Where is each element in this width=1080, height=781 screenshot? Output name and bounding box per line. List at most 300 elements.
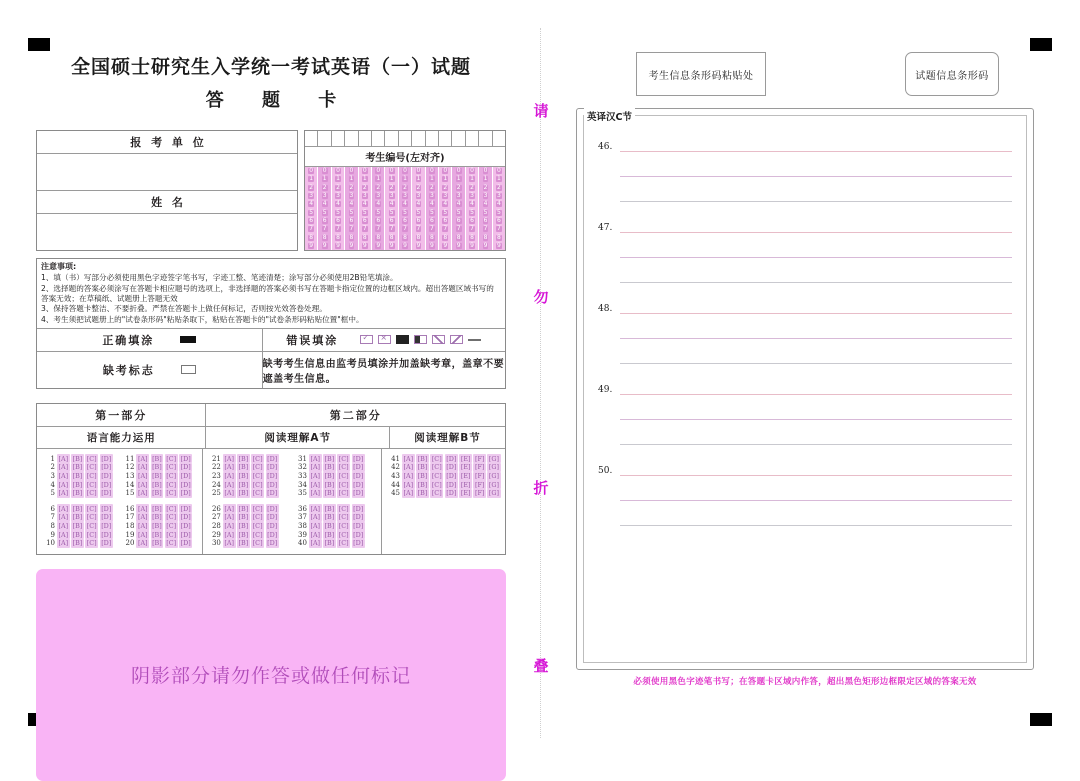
answer-option-bubble[interactable]: [E] — [460, 454, 471, 463]
candidate-id-digit-column[interactable] — [359, 167, 372, 250]
translation-question-item[interactable] — [598, 381, 1012, 456]
translation-writing-line[interactable] — [620, 188, 1012, 202]
candidate-id-digit-bubble[interactable]: 5 — [336, 208, 340, 216]
answer-option-bubble[interactable]: [C] — [166, 522, 177, 531]
name-field[interactable] — [37, 214, 297, 250]
answer-option-bubble[interactable]: [B] — [324, 472, 335, 481]
candidate-id-digit-bubble[interactable]: 2 — [443, 183, 448, 191]
answer-option-bubble[interactable]: [A] — [137, 504, 148, 513]
answer-option-bubble[interactable]: [B] — [238, 513, 249, 522]
answer-option-bubble[interactable]: [C] — [166, 513, 177, 522]
candidate-id-digit-bubble[interactable]: 4 — [376, 200, 381, 208]
candidate-id-digit-bubble[interactable]: 8 — [309, 233, 314, 241]
candidate-id-writein-cell[interactable] — [372, 131, 385, 146]
translation-writing-line[interactable] — [620, 244, 1012, 258]
candidate-id-digit-bubble[interactable]: 8 — [362, 233, 367, 241]
candidate-id-digit-column[interactable] — [466, 167, 479, 250]
answer-option-bubble[interactable]: [D] — [101, 504, 112, 513]
answer-row[interactable] — [40, 539, 119, 548]
answer-option-bubble[interactable]: [D] — [180, 480, 191, 489]
candidate-id-digit-bubble[interactable]: 1 — [416, 175, 421, 183]
candidate-id-digit-bubble[interactable]: 8 — [389, 233, 394, 241]
answer-option-bubble[interactable]: [D] — [101, 530, 112, 539]
translation-answer-area[interactable] — [583, 115, 1027, 663]
answer-option-bubble[interactable]: [D] — [267, 539, 278, 548]
candidate-id-digit-bubble[interactable]: 7 — [496, 225, 501, 233]
candidate-id-digit-bubble[interactable]: 6 — [416, 216, 421, 224]
candidate-id-digit-bubble[interactable]: 0 — [376, 167, 381, 175]
translation-writing-line[interactable] — [620, 381, 1012, 395]
answer-option-bubble[interactable]: [B] — [324, 504, 335, 513]
candidate-id-digit-bubble[interactable]: 5 — [349, 208, 354, 216]
candidate-id-writein-cell[interactable] — [493, 131, 505, 146]
answer-option-bubble[interactable]: [D] — [180, 513, 191, 522]
candidate-id-writein-row[interactable] — [305, 131, 505, 146]
answer-option-bubble[interactable]: [C] — [338, 489, 349, 498]
candidate-id-digit-bubble[interactable]: 6 — [496, 216, 501, 224]
candidate-id-digit-bubble[interactable]: 4 — [322, 200, 327, 208]
answer-option-bubble[interactable]: [C] — [338, 472, 349, 481]
candidate-id-digit-bubble[interactable]: 6 — [376, 216, 381, 224]
answer-row[interactable] — [40, 505, 119, 514]
candidate-id-digit-bubble[interactable]: 0 — [443, 167, 448, 175]
candidate-id-digit-bubble[interactable]: 8 — [470, 233, 474, 241]
translation-question-item[interactable] — [598, 138, 1012, 213]
answer-option-bubble[interactable]: [B] — [72, 480, 83, 489]
candidate-id-digit-bubble[interactable]: 6 — [429, 216, 434, 224]
answer-row[interactable] — [40, 530, 119, 539]
answer-option-bubble[interactable]: [C] — [338, 513, 349, 522]
answer-option-bubble[interactable]: [D] — [180, 504, 191, 513]
answer-option-bubble[interactable]: [A] — [58, 463, 69, 472]
answer-option-bubble[interactable]: [C] — [86, 504, 97, 513]
answer-row[interactable] — [385, 480, 502, 489]
answer-option-bubble[interactable]: [A] — [224, 522, 234, 531]
candidate-id-digit-bubble[interactable]: 8 — [376, 233, 381, 241]
answer-option-bubble[interactable]: [B] — [417, 489, 428, 498]
candidate-id-digit-bubble[interactable]: 9 — [349, 241, 354, 249]
candidate-id-digit-column[interactable] — [318, 167, 331, 250]
translation-writing-line[interactable] — [620, 512, 1012, 526]
candidate-id-digit-bubble[interactable]: 5 — [309, 208, 314, 216]
candidate-id-digit-bubble[interactable]: 1 — [376, 175, 381, 183]
answer-option-bubble[interactable]: [B] — [417, 472, 428, 481]
candidate-id-digit-bubble[interactable]: 1 — [456, 175, 461, 183]
candidate-id-digit-bubble[interactable]: 6 — [403, 216, 407, 224]
answer-column[interactable] — [206, 455, 292, 548]
candidate-id-digit-bubble[interactable]: 9 — [362, 241, 367, 249]
answer-option-bubble[interactable]: [B] — [417, 454, 428, 463]
answer-option-bubble[interactable]: [C] — [166, 454, 177, 463]
answer-option-bubble[interactable]: [B] — [72, 463, 83, 472]
answer-row[interactable] — [206, 513, 292, 522]
answer-option-bubble[interactable]: [A] — [58, 530, 69, 539]
candidate-id-digit-bubble[interactable]: 0 — [362, 167, 367, 175]
answer-row[interactable] — [40, 463, 119, 472]
candidate-id-digit-bubble[interactable]: 9 — [443, 241, 448, 249]
translation-question-item[interactable] — [598, 219, 1012, 294]
candidate-id-digit-bubble[interactable]: 3 — [336, 192, 340, 200]
candidate-id-writein-cell[interactable] — [466, 131, 479, 146]
answer-option-bubble[interactable]: [C] — [338, 463, 349, 472]
answer-option-bubble[interactable]: [D] — [446, 454, 457, 463]
candidate-id-digit-bubble[interactable]: 2 — [322, 183, 327, 191]
candidate-id-digit-bubble[interactable]: 1 — [496, 175, 501, 183]
answer-row[interactable] — [292, 513, 378, 522]
answer-option-bubble[interactable]: [A] — [58, 480, 69, 489]
answer-option-bubble[interactable]: [B] — [324, 454, 335, 463]
answer-option-bubble[interactable]: [F] — [474, 463, 485, 472]
answer-option-bubble[interactable]: [C] — [338, 480, 349, 489]
answer-option-bubble[interactable]: [D] — [267, 480, 278, 489]
answer-option-bubble[interactable]: [A] — [224, 513, 234, 522]
answer-column[interactable] — [292, 455, 378, 548]
candidate-id-digit-bubble[interactable]: 6 — [456, 216, 461, 224]
answer-option-bubble[interactable]: [D] — [267, 513, 278, 522]
answer-option-bubble[interactable]: [A] — [58, 454, 69, 463]
answer-option-bubble[interactable]: [A] — [310, 454, 321, 463]
answer-row[interactable] — [385, 472, 502, 481]
answer-row[interactable] — [119, 539, 198, 548]
candidate-id-digit-bubble[interactable]: 2 — [362, 183, 367, 191]
answer-option-bubble[interactable]: [D] — [353, 539, 364, 548]
answer-option-bubble[interactable]: [A] — [403, 472, 414, 481]
answer-option-bubble[interactable]: [C] — [252, 513, 263, 522]
answer-option-bubble[interactable]: [D] — [180, 522, 191, 531]
translation-line-row[interactable] — [598, 462, 1012, 476]
answer-option-bubble[interactable]: [C] — [431, 489, 442, 498]
candidate-id-digit-bubble[interactable]: 3 — [322, 192, 327, 200]
answer-option-bubble[interactable]: [C] — [166, 463, 177, 472]
answer-option-bubble[interactable]: [D] — [353, 522, 364, 531]
candidate-id-digit-bubble[interactable]: 9 — [403, 241, 407, 249]
translation-line-row[interactable] — [598, 188, 1012, 202]
answer-option-bubble[interactable]: [C] — [86, 530, 97, 539]
candidate-id-digit-bubble[interactable]: 0 — [483, 167, 488, 175]
candidate-id-digit-bubble[interactable]: 1 — [483, 175, 488, 183]
candidate-id-digit-bubble[interactable]: 7 — [470, 225, 474, 233]
answer-column[interactable] — [119, 455, 198, 548]
candidate-id-digit-bubble[interactable]: 5 — [403, 208, 407, 216]
answer-option-bubble[interactable]: [B] — [152, 480, 162, 489]
candidate-id-digit-bubble[interactable]: 4 — [389, 200, 394, 208]
answer-option-bubble[interactable]: [C] — [252, 463, 263, 472]
answer-option-bubble[interactable]: [B] — [324, 530, 335, 539]
answer-option-bubble[interactable]: [C] — [166, 489, 177, 498]
answer-row[interactable] — [385, 463, 502, 472]
candidate-id-digit-column[interactable] — [452, 167, 465, 250]
answer-option-bubble[interactable]: [B] — [152, 504, 162, 513]
translation-line-row[interactable] — [598, 325, 1012, 339]
candidate-id-digit-bubble[interactable]: 5 — [496, 208, 501, 216]
answer-option-bubble[interactable]: [C] — [252, 480, 263, 489]
answer-row[interactable] — [292, 463, 378, 472]
answer-option-bubble[interactable]: [D] — [180, 472, 191, 481]
answer-option-bubble[interactable]: [B] — [72, 522, 83, 531]
answer-option-bubble[interactable]: [B] — [238, 463, 249, 472]
answer-row[interactable] — [40, 489, 119, 498]
candidate-id-digit-bubble[interactable]: 7 — [362, 225, 367, 233]
answer-row[interactable] — [40, 513, 119, 522]
answer-option-bubble[interactable]: [D] — [267, 463, 278, 472]
answer-row[interactable] — [119, 513, 198, 522]
candidate-id-writein-cell[interactable] — [452, 131, 465, 146]
candidate-id-digit-bubble[interactable]: 4 — [443, 200, 448, 208]
answer-option-bubble[interactable]: [B] — [152, 472, 162, 481]
candidate-id-writein-cell[interactable] — [426, 131, 439, 146]
answer-option-bubble[interactable]: [C] — [252, 530, 263, 539]
candidate-id-digit-bubble[interactable]: 9 — [416, 241, 421, 249]
candidate-id-digit-bubble[interactable]: 0 — [322, 167, 327, 175]
candidate-id-digit-bubble[interactable]: 1 — [443, 175, 448, 183]
candidate-id-digit-bubble[interactable]: 5 — [322, 208, 327, 216]
candidate-id-digit-bubble[interactable]: 3 — [416, 192, 421, 200]
translation-line-row[interactable] — [598, 512, 1012, 526]
answer-row[interactable] — [119, 522, 198, 531]
answer-option-bubble[interactable]: [B] — [238, 522, 249, 531]
answer-option-bubble[interactable]: [B] — [152, 489, 162, 498]
candidate-id-digit-bubble[interactable]: 0 — [403, 167, 407, 175]
answer-option-bubble[interactable]: [A] — [58, 513, 69, 522]
candidate-id-digit-bubble[interactable]: 4 — [483, 200, 488, 208]
answer-option-bubble[interactable]: [A] — [224, 489, 234, 498]
candidate-id-digit-bubble[interactable]: 8 — [336, 233, 340, 241]
student-barcode-placeholder[interactable]: 考生信息条形码粘贴处 — [636, 52, 766, 96]
candidate-id-writein-cell[interactable] — [399, 131, 412, 146]
answer-option-bubble[interactable]: [G] — [488, 480, 499, 489]
answer-option-bubble[interactable]: [A] — [224, 454, 234, 463]
answer-option-bubble[interactable]: [D] — [180, 530, 191, 539]
translation-writing-line[interactable] — [620, 300, 1012, 314]
candidate-id-digit-bubble[interactable]: 2 — [389, 183, 394, 191]
answer-row[interactable] — [40, 472, 119, 481]
candidate-id-digit-bubble[interactable]: 4 — [456, 200, 461, 208]
answer-option-bubble[interactable]: [A] — [403, 480, 414, 489]
answer-option-bubble[interactable]: [C] — [338, 454, 349, 463]
answer-option-bubble[interactable]: [F] — [474, 489, 485, 498]
answer-option-bubble[interactable]: [D] — [180, 489, 191, 498]
answer-option-bubble[interactable]: [D] — [180, 539, 191, 548]
candidate-id-digit-bubble[interactable]: 2 — [349, 183, 354, 191]
candidate-id-digit-bubble[interactable]: 3 — [403, 192, 407, 200]
answer-option-bubble[interactable]: [C] — [431, 454, 442, 463]
answer-option-bubble[interactable]: [D] — [267, 454, 278, 463]
candidate-id-digit-bubble[interactable]: 5 — [416, 208, 421, 216]
answer-column[interactable] — [385, 455, 502, 548]
candidate-id-bubble-grid[interactable] — [305, 167, 505, 250]
candidate-id-digit-bubble[interactable]: 1 — [470, 175, 474, 183]
candidate-id-digit-bubble[interactable]: 1 — [349, 175, 354, 183]
candidate-id-digit-bubble[interactable]: 8 — [416, 233, 421, 241]
answer-option-bubble[interactable]: [C] — [86, 480, 97, 489]
candidate-id-digit-bubble[interactable]: 3 — [376, 192, 381, 200]
answer-option-bubble[interactable]: [C] — [166, 539, 177, 548]
answer-option-bubble[interactable]: [A] — [403, 454, 414, 463]
answer-option-bubble[interactable]: [A] — [224, 539, 234, 548]
answer-row[interactable] — [119, 455, 198, 464]
candidate-id-digit-bubble[interactable]: 7 — [443, 225, 448, 233]
answer-option-bubble[interactable]: [E] — [460, 472, 471, 481]
paper-barcode-placeholder[interactable]: 试题信息条形码 — [905, 52, 999, 96]
answer-section-language-use[interactable] — [37, 449, 203, 554]
candidate-id-digit-column[interactable] — [426, 167, 439, 250]
candidate-id-writein-cell[interactable] — [479, 131, 492, 146]
answer-option-bubble[interactable]: [B] — [324, 513, 335, 522]
answer-option-bubble[interactable]: [D] — [353, 472, 364, 481]
candidate-id-digit-bubble[interactable]: 8 — [496, 233, 501, 241]
answer-option-bubble[interactable]: [C] — [86, 472, 97, 481]
answer-row[interactable] — [119, 472, 198, 481]
answer-option-bubble[interactable]: [B] — [238, 480, 249, 489]
answer-option-bubble[interactable]: [B] — [72, 513, 83, 522]
answer-section-reading-b[interactable] — [382, 449, 505, 554]
candidate-id-digit-bubble[interactable]: 7 — [403, 225, 407, 233]
candidate-id-digit-bubble[interactable]: 0 — [389, 167, 394, 175]
answer-option-bubble[interactable]: [B] — [238, 530, 249, 539]
answer-option-bubble[interactable]: [B] — [152, 454, 162, 463]
answer-option-bubble[interactable]: [A] — [310, 522, 321, 531]
candidate-id-digit-bubble[interactable]: 3 — [309, 192, 314, 200]
translation-line-row[interactable] — [598, 487, 1012, 501]
answer-option-bubble[interactable]: [A] — [310, 539, 321, 548]
candidate-id-digit-bubble[interactable]: 0 — [429, 167, 434, 175]
answer-option-bubble[interactable]: [C] — [86, 513, 97, 522]
translation-line-row[interactable] — [598, 269, 1012, 283]
answer-row[interactable] — [119, 530, 198, 539]
answer-option-bubble[interactable]: [C] — [166, 530, 177, 539]
candidate-id-digit-bubble[interactable]: 0 — [456, 167, 461, 175]
candidate-id-digit-bubble[interactable]: 1 — [322, 175, 327, 183]
answer-option-bubble[interactable]: [B] — [72, 489, 83, 498]
answer-option-bubble[interactable]: [C] — [338, 504, 349, 513]
answer-row[interactable] — [206, 472, 292, 481]
candidate-id-digit-bubble[interactable]: 6 — [389, 216, 394, 224]
answer-option-bubble[interactable]: [A] — [137, 513, 148, 522]
candidate-id-digit-bubble[interactable]: 5 — [456, 208, 461, 216]
answer-row[interactable] — [292, 480, 378, 489]
answer-option-bubble[interactable]: [C] — [338, 530, 349, 539]
candidate-id-digit-bubble[interactable]: 7 — [389, 225, 394, 233]
candidate-id-digit-bubble[interactable]: 6 — [336, 216, 340, 224]
candidate-id-digit-bubble[interactable]: 6 — [322, 216, 327, 224]
candidate-id-digit-bubble[interactable]: 7 — [376, 225, 381, 233]
candidate-id-digit-bubble[interactable]: 2 — [309, 183, 314, 191]
answer-option-bubble[interactable]: [C] — [86, 454, 97, 463]
answer-option-bubble[interactable]: [B] — [152, 522, 162, 531]
candidate-id-digit-bubble[interactable]: 2 — [456, 183, 461, 191]
answer-row[interactable] — [119, 489, 198, 498]
candidate-id-digit-bubble[interactable]: 3 — [429, 192, 434, 200]
answer-option-bubble[interactable]: [A] — [58, 472, 69, 481]
candidate-id-digit-bubble[interactable]: 7 — [349, 225, 354, 233]
answer-option-bubble[interactable]: [C] — [252, 522, 263, 531]
translation-writing-line[interactable] — [620, 462, 1012, 476]
candidate-id-digit-bubble[interactable]: 5 — [470, 208, 474, 216]
answer-option-bubble[interactable]: [D] — [353, 513, 364, 522]
answer-option-bubble[interactable]: [D] — [353, 480, 364, 489]
answer-option-bubble[interactable]: [F] — [474, 472, 485, 481]
candidate-id-digit-bubble[interactable]: 5 — [362, 208, 367, 216]
answer-option-bubble[interactable]: [B] — [417, 463, 428, 472]
candidate-id-digit-bubble[interactable]: 7 — [322, 225, 327, 233]
candidate-id-digit-bubble[interactable]: 1 — [309, 175, 314, 183]
candidate-id-digit-bubble[interactable]: 7 — [416, 225, 421, 233]
answer-option-bubble[interactable]: [B] — [324, 522, 335, 531]
answer-row[interactable] — [206, 463, 292, 472]
answer-option-bubble[interactable]: [F] — [474, 480, 485, 489]
answer-option-bubble[interactable]: [C] — [252, 454, 263, 463]
candidate-id-digit-bubble[interactable]: 4 — [416, 200, 421, 208]
answer-option-bubble[interactable]: [D] — [267, 522, 278, 531]
candidate-id-digit-column[interactable] — [399, 167, 412, 250]
candidate-id-digit-column[interactable] — [479, 167, 492, 250]
answer-option-bubble[interactable]: [C] — [252, 472, 263, 481]
answer-option-bubble[interactable]: [A] — [224, 463, 234, 472]
candidate-id-digit-bubble[interactable]: 3 — [443, 192, 448, 200]
answer-row[interactable] — [206, 530, 292, 539]
candidate-id-digit-bubble[interactable]: 9 — [456, 241, 461, 249]
translation-writing-line[interactable] — [620, 138, 1012, 152]
answer-option-bubble[interactable]: [A] — [58, 522, 69, 531]
answer-option-bubble[interactable]: [B] — [152, 513, 162, 522]
candidate-id-digit-bubble[interactable]: 5 — [483, 208, 488, 216]
answer-option-bubble[interactable]: [D] — [101, 539, 112, 548]
answer-option-bubble[interactable]: [E] — [460, 480, 471, 489]
answer-option-bubble[interactable]: [G] — [488, 463, 499, 472]
answer-row[interactable] — [206, 522, 292, 531]
answer-row[interactable] — [292, 539, 378, 548]
candidate-id-digit-bubble[interactable]: 2 — [496, 183, 501, 191]
answer-option-bubble[interactable]: [A] — [310, 480, 321, 489]
translation-writing-line[interactable] — [620, 163, 1012, 177]
candidate-id-digit-bubble[interactable]: 3 — [470, 192, 474, 200]
candidate-id-digit-bubble[interactable]: 6 — [470, 216, 474, 224]
translation-writing-line[interactable] — [620, 325, 1012, 339]
candidate-id-writein-cell[interactable] — [305, 131, 318, 146]
answer-option-bubble[interactable]: [A] — [310, 530, 321, 539]
answer-option-bubble[interactable]: [A] — [137, 454, 148, 463]
answer-option-bubble[interactable]: [G] — [488, 454, 499, 463]
answer-option-bubble[interactable]: [A] — [310, 463, 321, 472]
candidate-id-digit-bubble[interactable]: 8 — [349, 233, 354, 241]
candidate-id-digit-bubble[interactable]: 0 — [470, 167, 474, 175]
answer-row[interactable] — [206, 489, 292, 498]
candidate-id-digit-bubble[interactable]: 1 — [403, 175, 407, 183]
candidate-id-digit-bubble[interactable]: 2 — [416, 183, 421, 191]
candidate-id-digit-bubble[interactable]: 4 — [336, 200, 340, 208]
answer-column[interactable] — [40, 455, 119, 548]
answer-option-bubble[interactable]: [D] — [101, 454, 112, 463]
translation-writing-line[interactable] — [620, 350, 1012, 364]
candidate-id-digit-bubble[interactable]: 3 — [456, 192, 461, 200]
translation-question-item[interactable] — [598, 300, 1012, 375]
answer-row[interactable] — [40, 522, 119, 531]
candidate-id-digit-bubble[interactable]: 6 — [349, 216, 354, 224]
answer-option-bubble[interactable]: [B] — [324, 489, 335, 498]
candidate-id-digit-bubble[interactable]: 9 — [483, 241, 488, 249]
translation-writing-line[interactable] — [620, 487, 1012, 501]
answer-row[interactable] — [292, 522, 378, 531]
candidate-id-digit-bubble[interactable]: 0 — [349, 167, 354, 175]
candidate-id-digit-column[interactable] — [332, 167, 345, 250]
candidate-id-digit-bubble[interactable]: 3 — [362, 192, 367, 200]
answer-option-bubble[interactable]: [A] — [310, 504, 321, 513]
answer-option-bubble[interactable]: [C] — [166, 480, 177, 489]
answer-option-bubble[interactable]: [A] — [310, 489, 321, 498]
candidate-id-digit-bubble[interactable]: 9 — [322, 241, 327, 249]
candidate-id-digit-bubble[interactable]: 2 — [470, 183, 474, 191]
answer-option-bubble[interactable]: [D] — [101, 513, 112, 522]
